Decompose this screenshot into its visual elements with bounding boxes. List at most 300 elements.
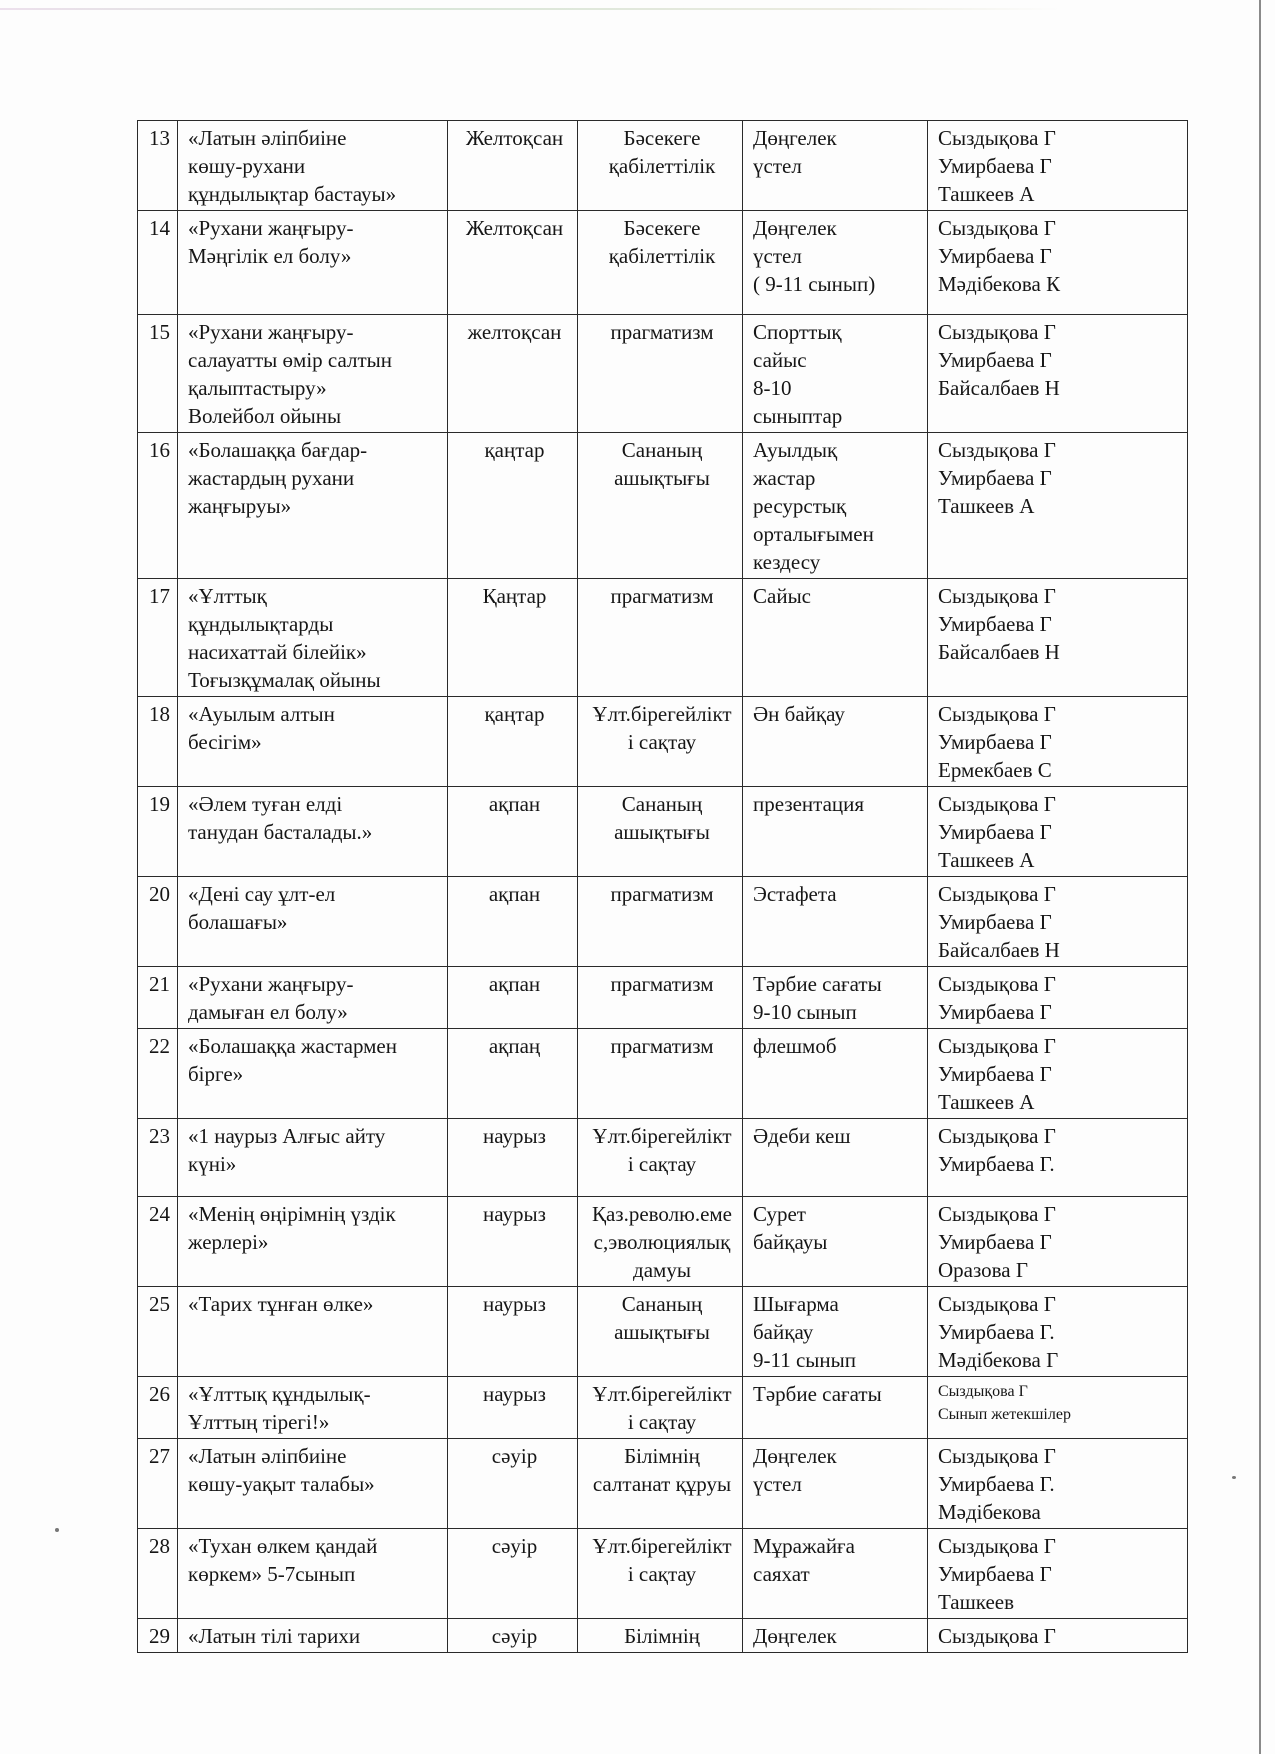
row-number-cell (138, 433, 178, 579)
event-responsible-line: Умирбаева Г. (938, 1472, 1055, 1496)
event-title-line: дамыған ел болу» (188, 1000, 348, 1024)
table-row (138, 579, 1188, 697)
event-title-line: көркем» 5-7сынып (188, 1562, 356, 1586)
event-month-cell (448, 787, 578, 877)
row-number-line: 22 (149, 1034, 170, 1058)
event-responsible-cell (928, 211, 1188, 315)
event-form-line: Тәрбие сағаты (753, 1382, 882, 1406)
event-title-line: көшу-уақыт талабы» (188, 1472, 375, 1496)
row-number-line: 28 (149, 1534, 170, 1558)
event-title-line: «Тарих тұнған өлке» (188, 1292, 374, 1316)
event-title-cell (178, 1029, 448, 1119)
event-form-line: Сайыс (753, 584, 811, 608)
event-form-line: Спорттық (753, 320, 842, 344)
event-month-cell (448, 579, 578, 697)
event-title-line: салауатты өмір салтын (188, 348, 392, 372)
event-responsible-cell (928, 787, 1188, 877)
event-form-cell (743, 967, 928, 1029)
event-value-line: Сананың (621, 1292, 703, 1316)
row-number-cell (138, 1029, 178, 1119)
event-value-cell (578, 1619, 743, 1653)
event-value-cell (578, 433, 743, 579)
table-row (138, 1619, 1188, 1653)
event-responsible-cell (928, 1197, 1188, 1287)
row-number-line: 29 (149, 1624, 170, 1648)
event-form-line: сыныптар (753, 404, 843, 428)
event-value-cell (578, 1287, 743, 1377)
event-form-line: Дөңгелек (753, 1624, 837, 1648)
event-form-line: Шығарма (753, 1292, 839, 1316)
event-value-line: Қаз.револю.еме (591, 1202, 733, 1226)
event-month-line: Желтоқсан (465, 216, 564, 240)
event-form-line: Дөңгелек (753, 1444, 837, 1468)
event-responsible-line: Умирбаева Г (938, 154, 1052, 178)
table-row (138, 787, 1188, 877)
event-title-line: «Ұлттық құндылық- (188, 1382, 371, 1406)
event-responsible-line: Умирбаева Г (938, 730, 1052, 754)
event-value-cell (578, 697, 743, 787)
event-value-line: Білімнің (624, 1444, 700, 1468)
event-title-cell (178, 1287, 448, 1377)
event-title-line: құндылықтарды (188, 612, 334, 636)
event-month-line: сәуір (491, 1534, 538, 1558)
event-form-cell (743, 1119, 928, 1197)
event-title-line: «Тухан өлкем қандай (188, 1534, 378, 1558)
event-form-line: 8-10 (753, 376, 792, 400)
row-number-line: 26 (149, 1382, 170, 1406)
event-month-line: наурыз (483, 1382, 546, 1406)
event-responsible-line: Умирбаева Г (938, 1000, 1052, 1024)
event-month-line: Қаңтар (482, 584, 547, 608)
event-value-line: і сақтау (627, 1152, 697, 1176)
event-title-line: «Латын әліпбиіне (188, 126, 347, 150)
event-value-line: Білімнің (624, 1624, 700, 1648)
event-month-cell (448, 211, 578, 315)
table-row (138, 315, 1188, 433)
event-month-cell (448, 877, 578, 967)
event-responsible-line: Сыздықова Г (938, 1292, 1056, 1316)
event-responsible-cell (928, 877, 1188, 967)
event-value-line: Сананың (621, 438, 703, 462)
event-form-line: байқауы (753, 1230, 828, 1254)
event-form-cell (743, 121, 928, 211)
event-form-line: 9-11 сынып (753, 1348, 856, 1372)
event-title-cell (178, 1439, 448, 1529)
event-responsible-line: Сынып жетекшілер (938, 1406, 1071, 1423)
table-row (138, 877, 1188, 967)
row-number-cell (138, 1377, 178, 1439)
event-title-line: «Ұлттық (188, 584, 267, 608)
event-title-cell (178, 315, 448, 433)
row-number-line: 17 (149, 584, 170, 608)
row-number-cell (138, 579, 178, 697)
event-responsible-line: Мәдібекова К (938, 272, 1061, 296)
event-month-cell (448, 1119, 578, 1197)
event-responsible-line: Оразова Г (938, 1258, 1029, 1282)
event-form-cell (743, 211, 928, 315)
event-month-cell (448, 433, 578, 579)
event-title-line: «Болашаққа жастармен (188, 1034, 397, 1058)
event-form-line: ( 9-11 сынып) (753, 272, 876, 296)
event-responsible-cell (928, 1029, 1188, 1119)
event-value-line: і сақтау (627, 1562, 697, 1586)
event-value-line: ашықтығы (614, 466, 710, 490)
event-value-line: прагматизм (610, 320, 714, 344)
event-responsible-cell (928, 967, 1188, 1029)
event-month-cell (448, 1377, 578, 1439)
event-responsible-cell (928, 433, 1188, 579)
event-value-cell (578, 787, 743, 877)
event-form-cell (743, 433, 928, 579)
row-number-cell (138, 1619, 178, 1653)
row-number-cell (138, 1119, 178, 1197)
event-value-cell (578, 315, 743, 433)
row-number-cell (138, 315, 178, 433)
event-value-cell (578, 1439, 743, 1529)
event-form-line: Дөңгелек (753, 216, 837, 240)
event-value-cell (578, 579, 743, 697)
event-month-cell (448, 1197, 578, 1287)
event-title-line: құндылықтар бастауы» (188, 182, 397, 206)
event-responsible-line: Умирбаева Г (938, 612, 1052, 636)
row-number-line: 16 (149, 438, 170, 462)
table-row (138, 1439, 1188, 1529)
event-responsible-line: Умирбаева Г (938, 910, 1052, 934)
event-month-line: қаңтар (484, 702, 545, 726)
event-month-cell (448, 1619, 578, 1653)
event-value-cell (578, 967, 743, 1029)
event-month-cell (448, 1439, 578, 1529)
row-number-cell (138, 121, 178, 211)
event-month-cell (448, 1287, 578, 1377)
event-month-line: қаңтар (484, 438, 545, 462)
event-responsible-line: Ташкеев А (938, 494, 1035, 518)
event-title-line: насихаттай білейік» (188, 640, 367, 664)
event-responsible-cell (928, 579, 1188, 697)
event-form-line: үстел (753, 154, 802, 178)
event-form-line: Эстафета (753, 882, 837, 906)
event-responsible-line: Байсалбаев Н (938, 376, 1060, 400)
event-month-cell (448, 315, 578, 433)
event-responsible-cell (928, 697, 1188, 787)
event-title-line: «Менің өңірімнің үздік (188, 1202, 396, 1226)
event-value-line: Бәсекеге (623, 126, 701, 150)
row-number-cell (138, 211, 178, 315)
event-form-line: байқау (753, 1320, 814, 1344)
event-value-line: прагматизм (610, 972, 714, 996)
row-number-cell (138, 787, 178, 877)
event-title-line: «Латын әліпбиіне (188, 1444, 347, 1468)
event-responsible-cell (928, 315, 1188, 433)
event-title-line: күні» (188, 1152, 237, 1176)
event-value-line: дамуы (633, 1258, 691, 1282)
scan-speck (1232, 1476, 1236, 1479)
event-form-cell (743, 697, 928, 787)
event-value-cell (578, 1377, 743, 1439)
event-month-line: ақпаң (488, 1034, 541, 1058)
event-title-cell (178, 121, 448, 211)
scan-artifact-line (0, 8, 1060, 10)
event-responsible-line: Сыздықова Г (938, 1383, 1028, 1400)
event-month-line: наурыз (483, 1202, 546, 1226)
event-value-line: с,эволюциялық (593, 1230, 731, 1254)
event-responsible-line: Сыздықова Г (938, 320, 1056, 344)
event-title-line: болашағы» (188, 910, 288, 934)
event-form-cell (743, 1029, 928, 1119)
event-title-line: танудан басталады.» (188, 820, 373, 844)
event-title-line: қалыптастыру» (188, 376, 327, 400)
event-title-cell (178, 787, 448, 877)
event-title-line: «Дені сау ұлт-ел (188, 882, 336, 906)
event-responsible-line: Сыздықова Г (938, 1124, 1056, 1148)
event-form-line: орталығымен (753, 522, 874, 546)
table-body (138, 121, 1188, 1653)
event-value-line: салтанат құруы (592, 1472, 732, 1496)
event-responsible-line: Умирбаева Г (938, 348, 1052, 372)
event-responsible-cell (928, 121, 1188, 211)
event-form-line: Мұражайға (753, 1534, 855, 1558)
event-responsible-cell (928, 1377, 1188, 1439)
event-value-cell (578, 121, 743, 211)
event-value-cell (578, 211, 743, 315)
event-month-line: желтоқсан (467, 320, 562, 344)
event-title-line: «Ауылым алтын (188, 702, 335, 726)
event-title-line: «Болашаққа бағдар- (188, 438, 368, 462)
event-form-line: жастар (753, 466, 816, 490)
row-number-line: 25 (149, 1292, 170, 1316)
event-form-cell (743, 1529, 928, 1619)
event-responsible-line: Ташкеев А (938, 182, 1035, 206)
event-responsible-line: Сыздықова Г (938, 438, 1056, 462)
event-responsible-line: Байсалбаев Н (938, 640, 1060, 664)
event-form-cell (743, 787, 928, 877)
event-responsible-line: Умирбаева Г (938, 1062, 1052, 1086)
table-row (138, 211, 1188, 315)
event-form-line: үстел (753, 244, 802, 268)
event-responsible-line: Умирбаева Г (938, 820, 1052, 844)
event-responsible-line: Сыздықова Г (938, 216, 1056, 240)
event-title-cell (178, 211, 448, 315)
event-value-cell (578, 1197, 743, 1287)
event-form-line: саяхат (753, 1562, 810, 1586)
event-title-line: «Латын тілі тарихи (188, 1624, 361, 1648)
event-value-line: Ұлт.бірегейлікт (592, 1534, 732, 1558)
event-title-line: Ұлттың тірегі!» (188, 1410, 330, 1434)
event-title-cell (178, 1377, 448, 1439)
event-form-line: ресурстық (753, 494, 847, 518)
event-title-cell (178, 877, 448, 967)
event-responsible-line: Байсалбаев Н (938, 938, 1060, 962)
row-number-line: 23 (149, 1124, 170, 1148)
event-month-line: сәуір (491, 1624, 538, 1648)
event-form-cell (743, 315, 928, 433)
event-form-line: сайыс (753, 348, 807, 372)
event-responsible-cell (928, 1529, 1188, 1619)
event-value-cell (578, 877, 743, 967)
event-responsible-line: Умирбаева Г (938, 1230, 1052, 1254)
row-number-line: 19 (149, 792, 170, 816)
row-number-line: 20 (149, 882, 170, 906)
event-responsible-line: Ермекбаев С (938, 758, 1052, 782)
event-title-line: Волейбол ойыны (188, 404, 342, 428)
table-row (138, 1119, 1188, 1197)
row-number-cell (138, 697, 178, 787)
event-value-line: Бәсекеге (623, 216, 701, 240)
event-title-line: «Рухани жаңғыру- (188, 216, 354, 240)
event-value-line: Ұлт.бірегейлікт (592, 1124, 732, 1148)
event-value-line: Сананың (621, 792, 703, 816)
event-title-line: жастардың рухани (188, 466, 355, 490)
event-title-cell (178, 697, 448, 787)
row-number-line: 15 (149, 320, 170, 344)
event-value-line: қабілеттілік (608, 154, 716, 178)
event-responsible-line: Умирбаева Г (938, 1562, 1052, 1586)
event-responsible-line: Сыздықова Г (938, 972, 1056, 996)
event-title-line: «Әлем туған елді (188, 792, 343, 816)
event-form-line: Дөңгелек (753, 126, 837, 150)
event-responsible-line: Ташкеев А (938, 1090, 1035, 1114)
event-form-line: үстел (753, 1472, 802, 1496)
event-form-cell (743, 579, 928, 697)
event-month-cell (448, 121, 578, 211)
event-value-line: прагматизм (610, 882, 714, 906)
event-month-line: ақпан (488, 882, 541, 906)
event-value-cell (578, 1119, 743, 1197)
table-row (138, 697, 1188, 787)
event-responsible-line: Умирбаева Г. (938, 1320, 1055, 1344)
event-form-line: флешмоб (753, 1034, 837, 1058)
row-number-cell (138, 1439, 178, 1529)
event-value-cell (578, 1029, 743, 1119)
event-title-cell (178, 433, 448, 579)
table-row (138, 433, 1188, 579)
event-title-line: жаңғыруы» (188, 494, 292, 518)
event-form-cell (743, 1619, 928, 1653)
event-value-line: Ұлт.бірегейлікт (592, 1382, 732, 1406)
table-row (138, 1197, 1188, 1287)
event-title-line: «1 наурыз Алғыс айту (188, 1124, 386, 1148)
event-title-cell (178, 1619, 448, 1653)
event-title-line: бесігім» (188, 730, 262, 754)
event-value-line: і сақтау (627, 1410, 697, 1434)
event-responsible-cell (928, 1619, 1188, 1653)
row-number-cell (138, 1197, 178, 1287)
row-number-line: 24 (149, 1202, 170, 1226)
row-number-cell (138, 967, 178, 1029)
row-number-cell (138, 1287, 178, 1377)
event-value-line: прагматизм (610, 1034, 714, 1058)
event-title-cell (178, 1529, 448, 1619)
event-form-line: презентация (753, 792, 865, 816)
event-responsible-line: Сыздықова Г (938, 1202, 1056, 1226)
event-responsible-line: Умирбаева Г. (938, 1152, 1055, 1176)
event-title-cell (178, 1119, 448, 1197)
event-value-line: прагматизм (610, 584, 714, 608)
event-title-cell (178, 1197, 448, 1287)
event-title-cell (178, 579, 448, 697)
event-month-line: наурыз (483, 1124, 546, 1148)
event-month-cell (448, 697, 578, 787)
event-value-line: қабілеттілік (608, 244, 716, 268)
event-value-line: ашықтығы (614, 1320, 710, 1344)
event-form-line: Тәрбие сағаты (753, 972, 882, 996)
event-form-cell (743, 1287, 928, 1377)
event-title-line: бірге» (188, 1062, 244, 1086)
event-form-line: Ауылдық (753, 438, 838, 462)
table-row (138, 967, 1188, 1029)
event-form-line: кездесу (753, 550, 821, 574)
table-row (138, 1377, 1188, 1439)
event-title-line: көшу-рухани (188, 154, 306, 178)
event-responsible-line: Мәдібекова Г (938, 1348, 1059, 1372)
row-number-line: 13 (149, 126, 170, 150)
event-month-line: наурыз (483, 1292, 546, 1316)
event-form-line: Ән байқау (753, 702, 845, 726)
event-month-line: ақпан (488, 972, 541, 996)
event-month-line: Желтоқсан (465, 126, 564, 150)
event-form-line: 9-10 сынып (753, 1000, 857, 1024)
table-row (138, 1287, 1188, 1377)
event-responsible-line: Мәдібекова (938, 1500, 1041, 1524)
event-month-cell (448, 1529, 578, 1619)
event-responsible-line: Сыздықова Г (938, 126, 1056, 150)
row-number-cell (138, 877, 178, 967)
event-value-cell (578, 1529, 743, 1619)
event-responsible-line: Сыздықова Г (938, 1444, 1056, 1468)
event-responsible-line: Ташкеев (938, 1590, 1015, 1614)
event-responsible-line: Ташкеев А (938, 848, 1035, 872)
row-number-line: 18 (149, 702, 170, 726)
event-form-cell (743, 1197, 928, 1287)
event-responsible-line: Сыздықова Г (938, 702, 1056, 726)
event-title-line: Тоғызқұмалақ ойыны (188, 668, 381, 692)
page-edge (1259, 0, 1261, 1754)
event-title-line: «Рухани жаңғыру- (188, 972, 354, 996)
event-responsible-line: Сыздықова Г (938, 792, 1056, 816)
event-responsible-line: Сыздықова Г (938, 882, 1056, 906)
event-value-line: ашықтығы (614, 820, 710, 844)
event-responsible-cell (928, 1439, 1188, 1529)
event-responsible-line: Сыздықова Г (938, 1034, 1056, 1058)
event-month-cell (448, 967, 578, 1029)
row-number-line: 21 (149, 972, 170, 996)
table-row (138, 1529, 1188, 1619)
event-title-line: Мәңгілік ел болу» (188, 244, 352, 268)
event-value-line: Ұлт.бірегейлікт (592, 702, 732, 726)
event-form-cell (743, 877, 928, 967)
event-responsible-line: Умирбаева Г (938, 466, 1052, 490)
event-form-line: Әдеби кеш (753, 1124, 851, 1148)
event-responsible-line: Умирбаева Г (938, 244, 1052, 268)
table-row (138, 1029, 1188, 1119)
row-number-line: 27 (149, 1444, 170, 1468)
event-responsible-line: Сыздықова Г (938, 584, 1056, 608)
event-form-line: Сурет (753, 1202, 806, 1226)
event-title-line: «Рухани жаңғыру- (188, 320, 354, 344)
event-value-line: і сақтау (627, 730, 697, 754)
event-month-line: ақпан (488, 792, 541, 816)
row-number-line: 14 (149, 216, 170, 240)
event-form-cell (743, 1439, 928, 1529)
table-row (138, 121, 1188, 211)
events-plan-table (137, 120, 1188, 1653)
event-month-line: сәуір (491, 1444, 538, 1468)
scan-speck (55, 1528, 59, 1532)
event-form-cell (743, 1377, 928, 1439)
event-responsible-cell (928, 1287, 1188, 1377)
event-month-cell (448, 1029, 578, 1119)
event-responsible-line: Сыздықова Г (938, 1534, 1056, 1558)
